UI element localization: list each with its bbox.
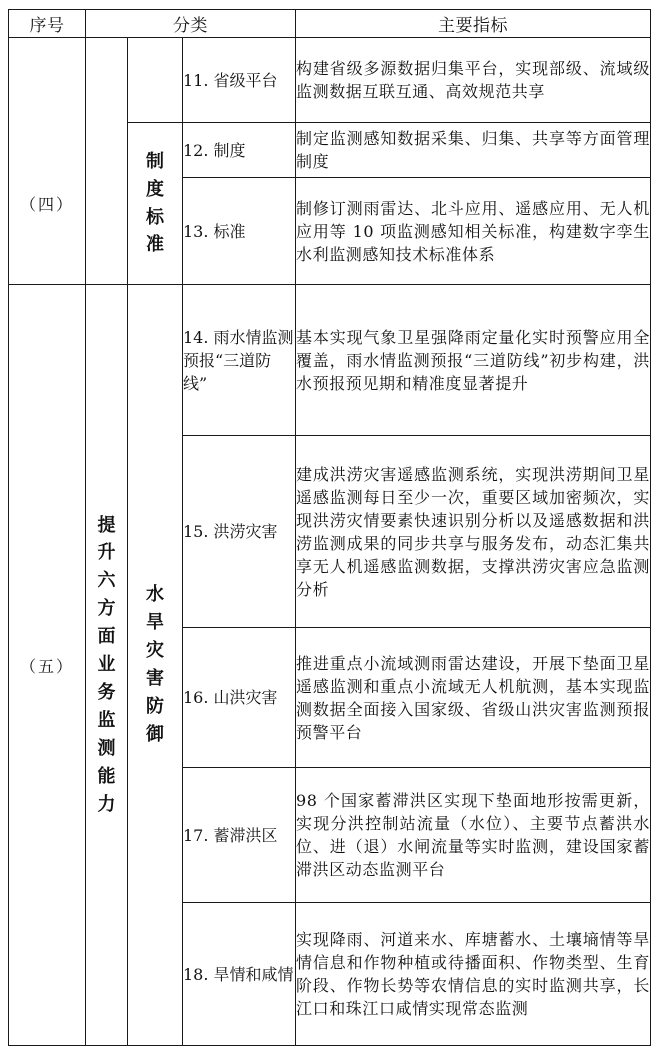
indicator-text: 实现降雨、河道来水、库塘蓄水、土壤墒情等旱情信息和作物种植或待播面积、作物类型、生育阶段、作物长势等农情信息的实时监测共享，长江口和珠江口咸情实现常态监测: [296, 903, 651, 1046]
sub-category: 15. 洪涝灾害: [183, 436, 296, 628]
section-seq: （四）: [9, 123, 86, 285]
sub-category: 17. 蓄滞洪区: [183, 768, 296, 903]
sub-category: 18. 旱情和咸情: [183, 903, 296, 1046]
sub-category: 12. 制度: [183, 123, 296, 178]
capability-label-text: 提升六方面业务监测能力: [97, 514, 116, 815]
indicator-text: 制修订测雨雷达、北斗应用、遥感应用、无人机应用等 10 项监测感知相关标准，构建数字孪生水利监测感知技术标准体系: [296, 178, 651, 285]
header-seq: 序号: [9, 10, 86, 38]
table-row: [9, 285, 651, 436]
header-category: 分类: [86, 10, 296, 38]
group-label-text: 制度标准: [146, 150, 164, 256]
indicator-text: 推进重点小流域测雨雷达建设，开展下垫面卫星遥感监测和重点小流域无人机航测，基本实现监测数据全面接入国家级、省级山洪灾害监测预报预警平台: [296, 628, 651, 768]
indicator-text: 基本实现气象卫星强降雨定量化实时预警应用全覆盖，雨水情监测预报“三道防线”初步构建，洪水预报预见期和精准度显著提升: [296, 285, 651, 436]
indicator-text: 制定监测感知数据采集、归集、共享等方面管理制度: [296, 123, 651, 178]
header-indicator: 主要指标: [296, 10, 651, 38]
indicator-text: 98 个国家蓄滞洪区实现下垫面地形按需更新，实现分洪控制站流量（水位）、主要节点蓄洪水位、进（退）水闸流量等实时监测，建设国家蓄滞洪区动态监测平台: [296, 768, 651, 903]
seq-cell-continued: [9, 38, 86, 123]
group-cell-continued: [128, 38, 183, 123]
sub-category: 14. 雨水情监测预报“三道防线”: [183, 285, 296, 436]
capability-label: [86, 285, 128, 1046]
sub-category: 16. 山洪灾害: [183, 628, 296, 768]
group-label-text: 水旱灾害防御: [146, 584, 164, 745]
sub-category: 13. 标准: [183, 178, 296, 285]
table-header-row: [9, 10, 651, 38]
group-label: [128, 285, 183, 1046]
indicator-text: 建成洪涝灾害遥感监测系统，实现洪涝期间卫星遥感监测每日至少一次，重要区域加密频次，实现洪涝灾情要素快速识别分析以及遥感数据和洪涝监测成果的同步共享与服务发布，动态汇集共享无人机遥感监测数据，支撑洪涝灾害应急监测分析: [296, 436, 651, 628]
section-seq: （五）: [9, 285, 86, 1046]
sub-category: 11. 省级平台: [183, 38, 296, 123]
capability-cell-continued: [86, 38, 128, 285]
table-row: [9, 38, 651, 123]
indicator-text: 构建省级多源数据归集平台，实现部级、流域级监测数据互联互通、高效规范共享: [296, 38, 651, 123]
indicator-table: [8, 9, 651, 1046]
group-label: [128, 123, 183, 285]
